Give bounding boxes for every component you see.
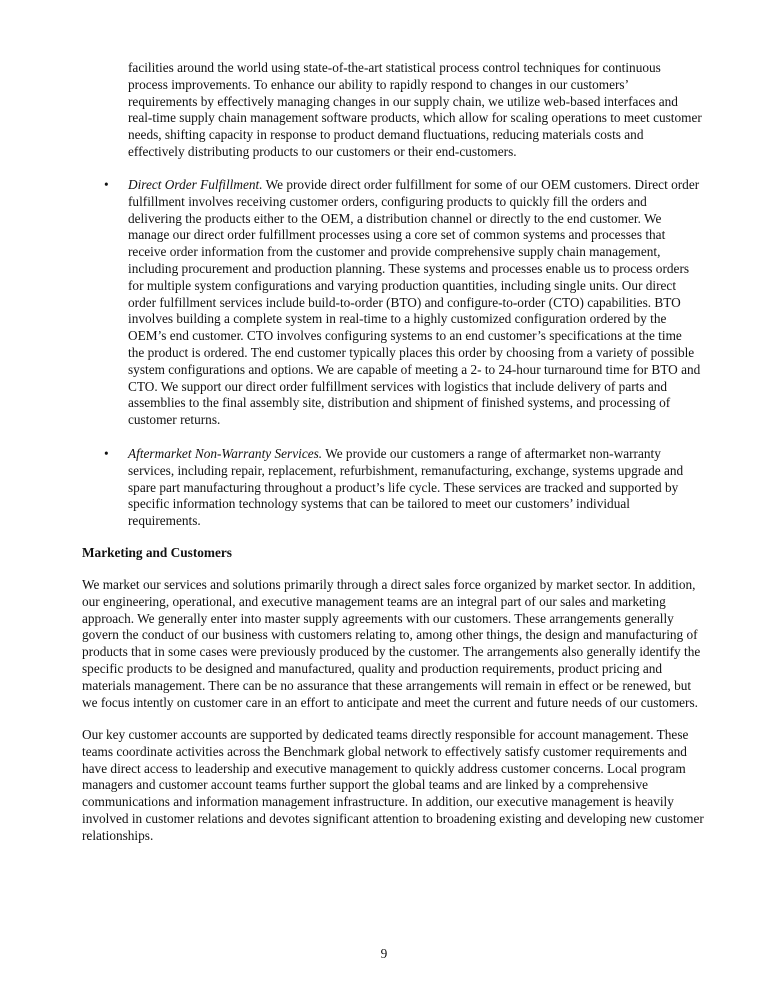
- text-line: needs, shifting capacity in response to product demand fluctuations, reducing materials costs and: [128, 127, 644, 143]
- text-line: have direct access to leadership and executive management to quickly address customer concerns. Local program: [82, 760, 686, 776]
- text-line: order fulfillment services include build-to-order (BTO) and configure-to-order (CTO) capabilities. BTO: [128, 294, 681, 310]
- bullet-lead: Direct Order Fulfillment.: [128, 177, 263, 192]
- text-line: customer returns.: [128, 412, 221, 428]
- text-line: approach. We generally enter into master supply agreements with our customers. These arrangements generally: [82, 610, 674, 626]
- paragraph-key-accounts: [82, 727, 704, 845]
- text-line: including procurement and production planning. These systems and processes enable us to process orders: [128, 260, 690, 276]
- text-line: real-time supply chain management software products, which allow for scaling operations to meet customer: [128, 110, 702, 126]
- paragraph-supply-chain: [128, 60, 702, 161]
- text-line: relationships.: [82, 827, 154, 843]
- text-line: delivering the products either to the OEM, a distribution channel or directly to the end customer. We: [128, 210, 662, 226]
- text-line: system configurations and options. We are capable of meeting a 2- to 24-hour turnaround time for BTO and: [128, 361, 701, 377]
- text-line: products that in some cases were previously produced by the customer. The arrangements also generally identify the: [82, 644, 701, 660]
- text-line: effectively distributing products to our customers or their end-customers.: [128, 143, 517, 159]
- text-line: govern the conduct of our business with customers relating to, among other things, the design and manufacturing of: [82, 627, 698, 643]
- page-number: 9: [380, 946, 388, 961]
- bullet-body: [128, 463, 683, 530]
- text-line: receive order information from the customer and provide comprehensive supply chain management,: [128, 244, 661, 260]
- bullet-body: [128, 194, 700, 429]
- bullet-icon: •: [104, 177, 109, 192]
- text-line: spare part manufacturing throughout a product’s life cycle. These services are tracked and supported by: [128, 479, 679, 495]
- bullet-aftermarket-services: [104, 446, 684, 530]
- bullet-icon: •: [104, 446, 109, 461]
- bullet-lead: Aftermarket Non-Warranty Services.: [128, 446, 323, 461]
- text-line: communications and information management infrastructure. In addition, our executive management is heavily: [82, 794, 674, 810]
- paragraph-marketing: [82, 577, 700, 711]
- text-line: requirements.: [128, 513, 201, 529]
- text-line: involved in customer relations and devotes significant attention to broadening existing and developing new customer: [82, 810, 704, 826]
- text-line: materials management. There can be no assurance that these arrangements will remain in effect or be renewed, but: [82, 677, 692, 693]
- text-line: manage our direct order fulfillment processes using a core set of common systems and processes that: [128, 227, 666, 243]
- text-line: specific products to be designed and manufactured, quality and production requirements, product pricing and: [82, 660, 663, 676]
- text-line: process improvements. To enhance our ability to rapidly respond to changes in our customers’: [128, 76, 630, 92]
- text-line: the product is ordered. The end customer typically places this order by choosing from a variety of possible: [128, 344, 695, 360]
- text-line: fulfillment involves receiving customer orders, configuring products to quickly fill the orders and: [128, 193, 647, 209]
- bullet-direct-order-fulfillment: [104, 177, 701, 429]
- text-line: We market our services and solutions primarily through a direct sales force organized by market sector. In addition,: [82, 577, 696, 592]
- text-line: services, including repair, replacement, refurbishment, remanufacturing, exchange, systems upgrade and: [128, 462, 684, 478]
- text-line: assemblies to the final assembly site, distribution and shipment of finished systems, and processing of: [128, 395, 671, 411]
- section-heading: Marketing and Customers: [82, 545, 232, 560]
- text-line: managers and customer account teams further support the global teams and are linked by a comprehensive: [82, 777, 649, 793]
- text-line: OEM’s end customer. CTO involves configuring systems to an end customer’s specifications at the time: [128, 328, 682, 344]
- text-line: facilities around the world using state-of-the-art statistical process control techniques for continuous: [128, 60, 661, 75]
- text-line: requirements by effectively managing changes in our supply chain, we utilize web-based interfaces and: [128, 93, 678, 109]
- text-line: our engineering, operational, and executive management teams are an integral part of our sales and marketing: [82, 593, 666, 609]
- text-line: specific information technology systems that can be tailored to meet our customers’ individual: [128, 496, 630, 512]
- text-line: Our key customer accounts are supported by dedicated teams directly responsible for account management. These: [82, 727, 689, 742]
- text-line: we focus intently on customer care in an effort to anticipate and meet the current and future needs of our customers.: [82, 694, 698, 710]
- text-line: involves building a complete system in real-time to a highly customized configuration ordered by the: [128, 311, 667, 327]
- text-line: teams coordinate activities across the Benchmark global network to effectively satisfy customer requirements and: [82, 743, 687, 759]
- bullet-text: We provide direct order fulfillment for some of our OEM customers. Direct order: [262, 177, 700, 192]
- bullet-text: We provide our customers a range of aftermarket non-warranty: [322, 446, 661, 461]
- text-line: for multiple system configurations and varying production quantities, including single units. Our direct: [128, 277, 677, 293]
- text-line: CTO. We support our direct order fulfillment services with logistics that include delivery of parts and: [128, 378, 668, 394]
